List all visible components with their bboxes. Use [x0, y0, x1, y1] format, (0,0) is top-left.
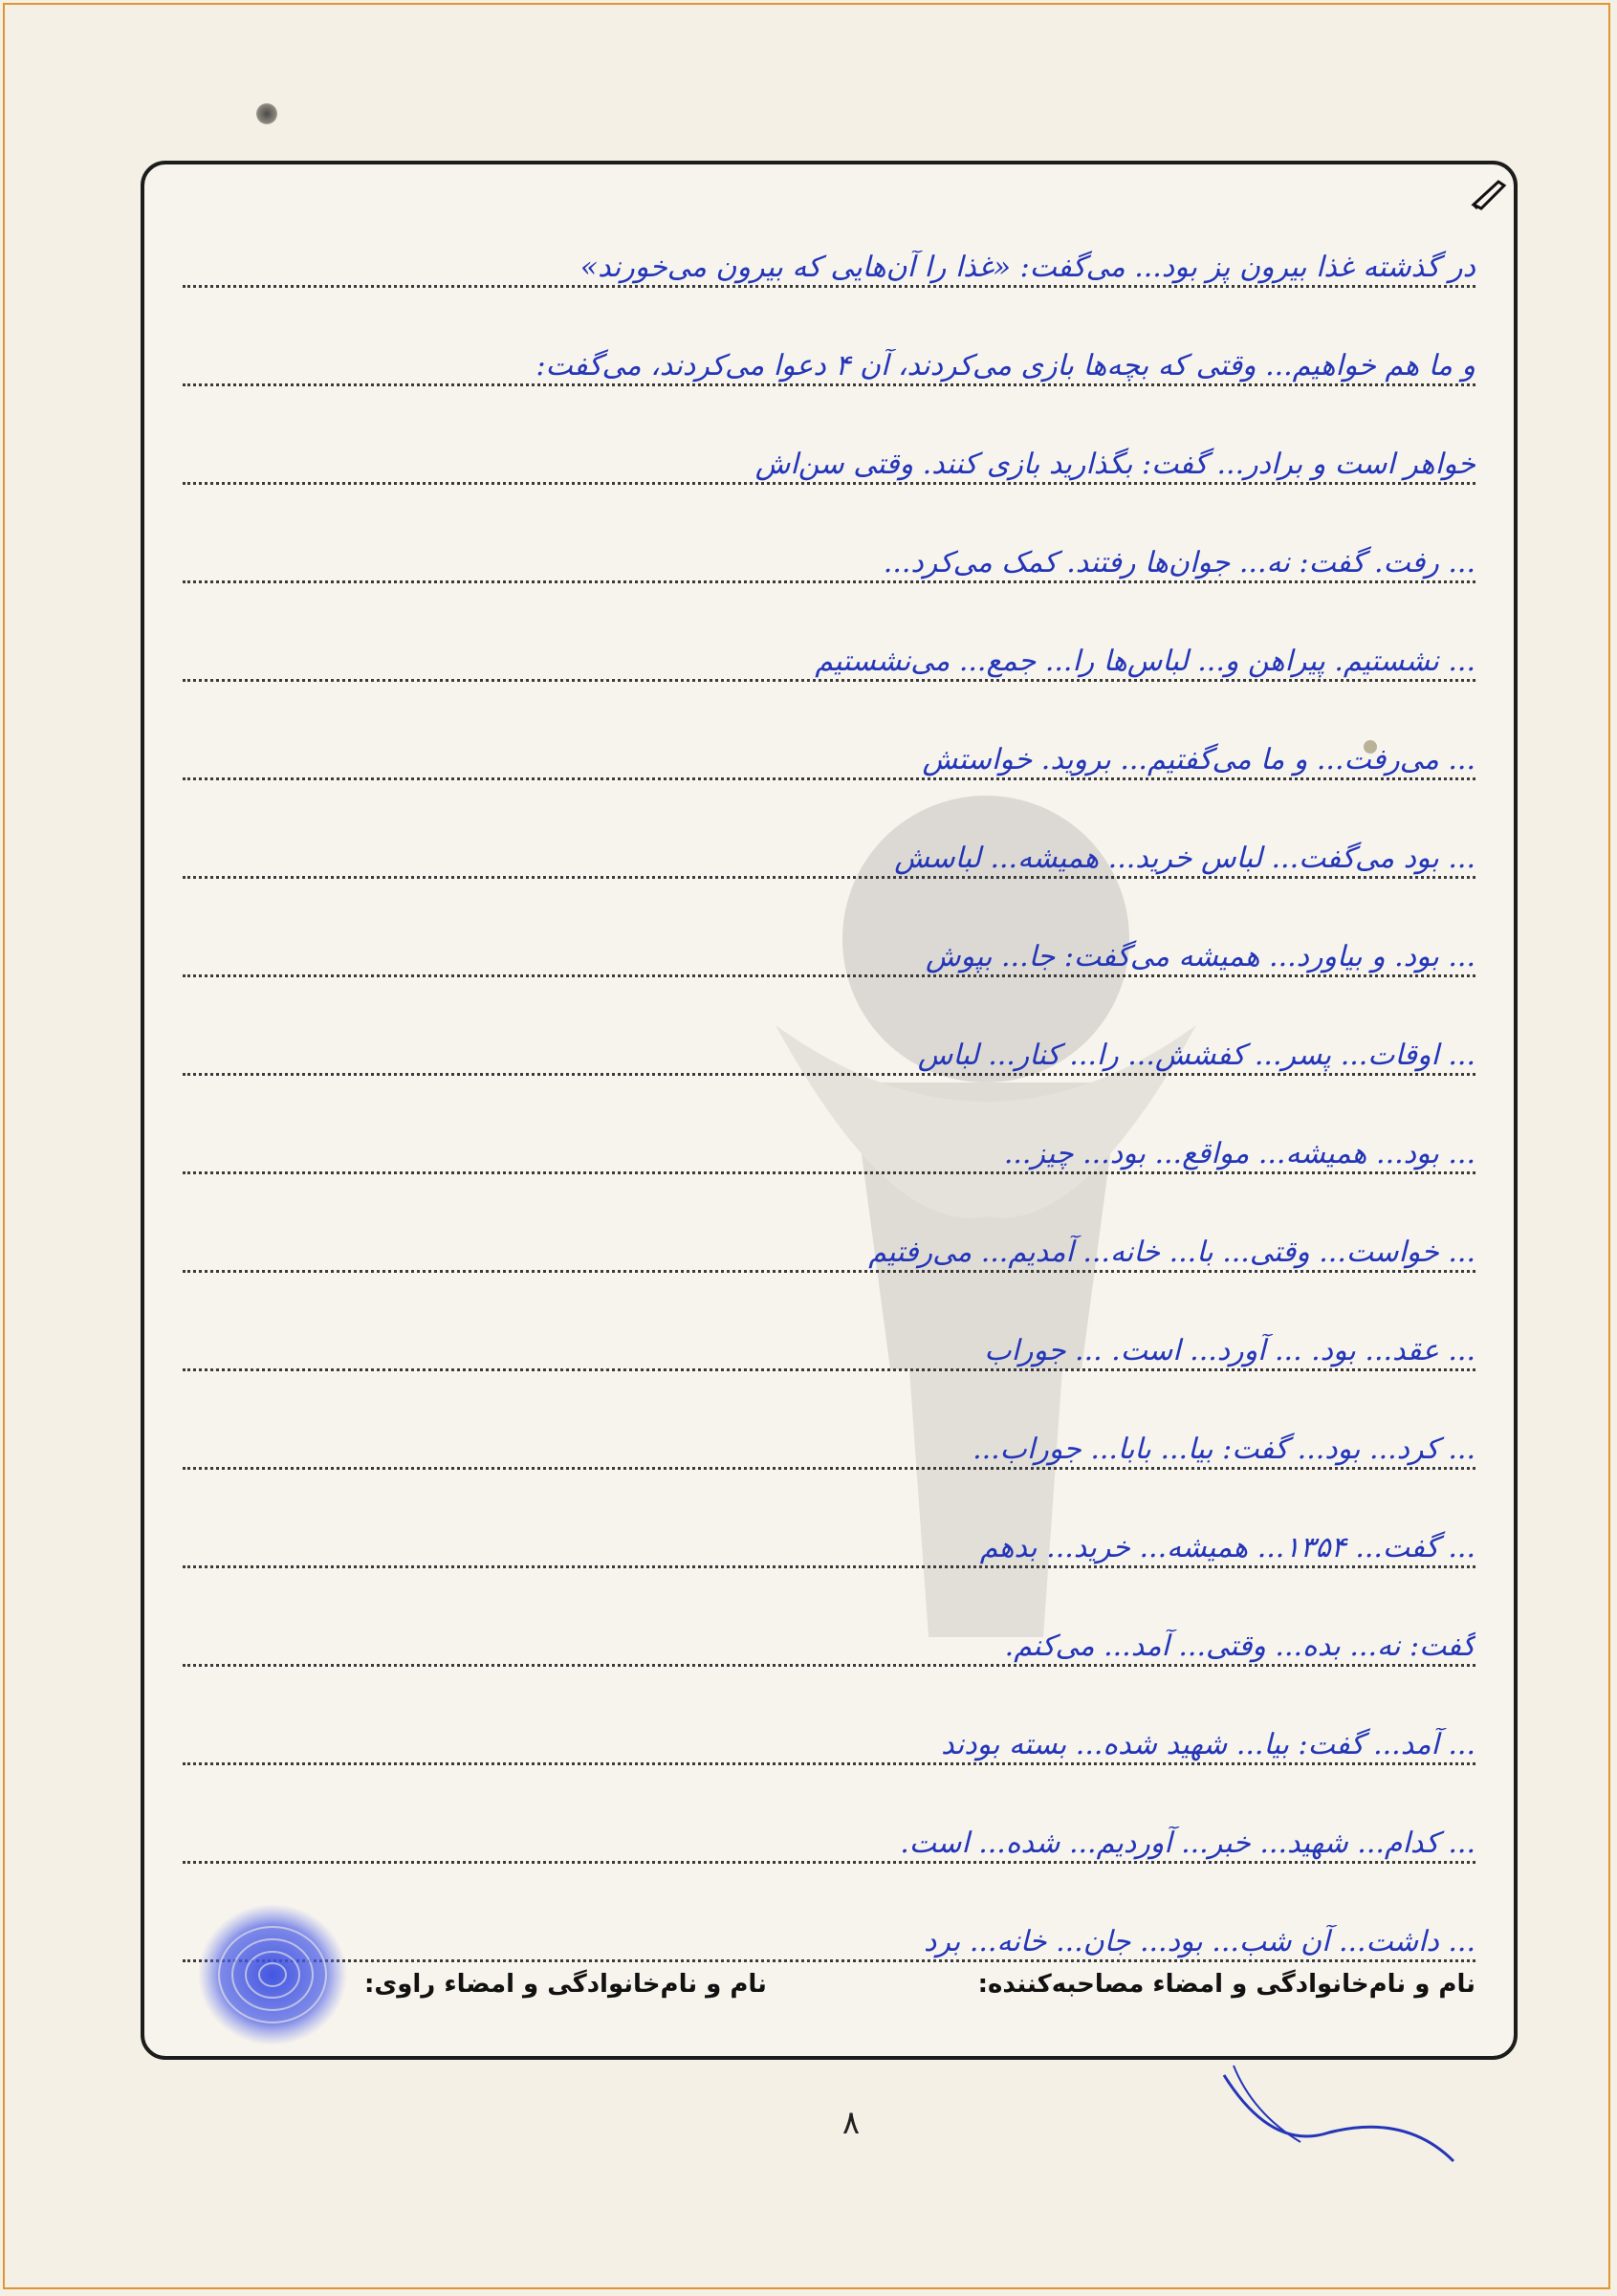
handwritten-line: ... اوقات... پسر... کفشش... را... کنار... لباس [183, 991, 1475, 1089]
narrator-signature-label: نام و نام‌خانوادگی و امضاء راوی: [364, 1970, 767, 1999]
document-frame [141, 161, 1518, 2060]
handwritten-line: خواهر است و برادر... گفت: بگذارید بازی کنند. وقتی سن‌اش [183, 400, 1475, 498]
handwritten-line: ... رفت. گفت: نه... جوان‌ها رفتند. کمک می‌کرد... [183, 498, 1475, 597]
page-number: ۸ [841, 2104, 861, 2142]
handwritten-line: ... داشت... آن شب... بود... جان... خانه... برد [183, 1877, 1475, 1976]
handwritten-line: ... آمد... گفت: بیا... شهید شده... بسته بودند [183, 1680, 1475, 1779]
handwritten-line: ... بود... همیشه... مواقع... بود... چیز... [183, 1089, 1475, 1188]
handwritten-line: ... کرد... بود... گفت: بیا... بابا... جوراب... [183, 1385, 1475, 1483]
handwritten-line: ... نشستیم. پیراهن و... لباس‌ها را... جمع... می‌نشستیم [183, 597, 1475, 695]
signature-row [173, 1970, 1485, 2018]
handwritten-line: ... بود. و بیاورد... همیشه می‌گفت: جا... بپوش [183, 892, 1475, 991]
pen-scribble [1214, 2056, 1463, 2171]
handwritten-lines [183, 203, 1475, 1976]
handwritten-line: گفت: نه... بده... وقتی... آمد... می‌کنم. [183, 1582, 1475, 1680]
handwritten-line: و ما هم خواهیم... وقتی که بچه‌ها بازی می‌کردند، آن ۴ دعوا می‌کردند، می‌گفت: [183, 301, 1475, 400]
handwritten-line: در گذشته غذا بیرون پز بود... می‌گفت: «غذا را آن‌هایی که بیرون می‌خورند» [183, 203, 1475, 301]
interviewer-signature-label: نام و نام‌خانوادگی و امضاء مصاحبه‌کننده: [977, 1970, 1475, 1999]
handwritten-line: ... می‌رفت... و ما می‌گفتیم... بروید. خواستش [183, 695, 1475, 794]
fingerprint-stamp [191, 1898, 354, 2051]
handwritten-line: ... گفت... ۱۳۵۴... همیشه... خرید... بدهم [183, 1483, 1475, 1582]
handwritten-line: ... خواست... وقتی... با... خانه... آمدیم... می‌رفتیم [183, 1188, 1475, 1286]
pen-icon [1470, 176, 1508, 210]
handwritten-line: ... بود می‌گفت... لباس خرید... همیشه... لباسش [183, 794, 1475, 892]
handwritten-line: ... کدام... شهید... خبر... آوردیم... شده... است. [183, 1779, 1475, 1877]
handwritten-line: ... عقد... بود. ... آورد... است. ... جوراب [183, 1286, 1475, 1385]
ink-spot [256, 103, 277, 124]
